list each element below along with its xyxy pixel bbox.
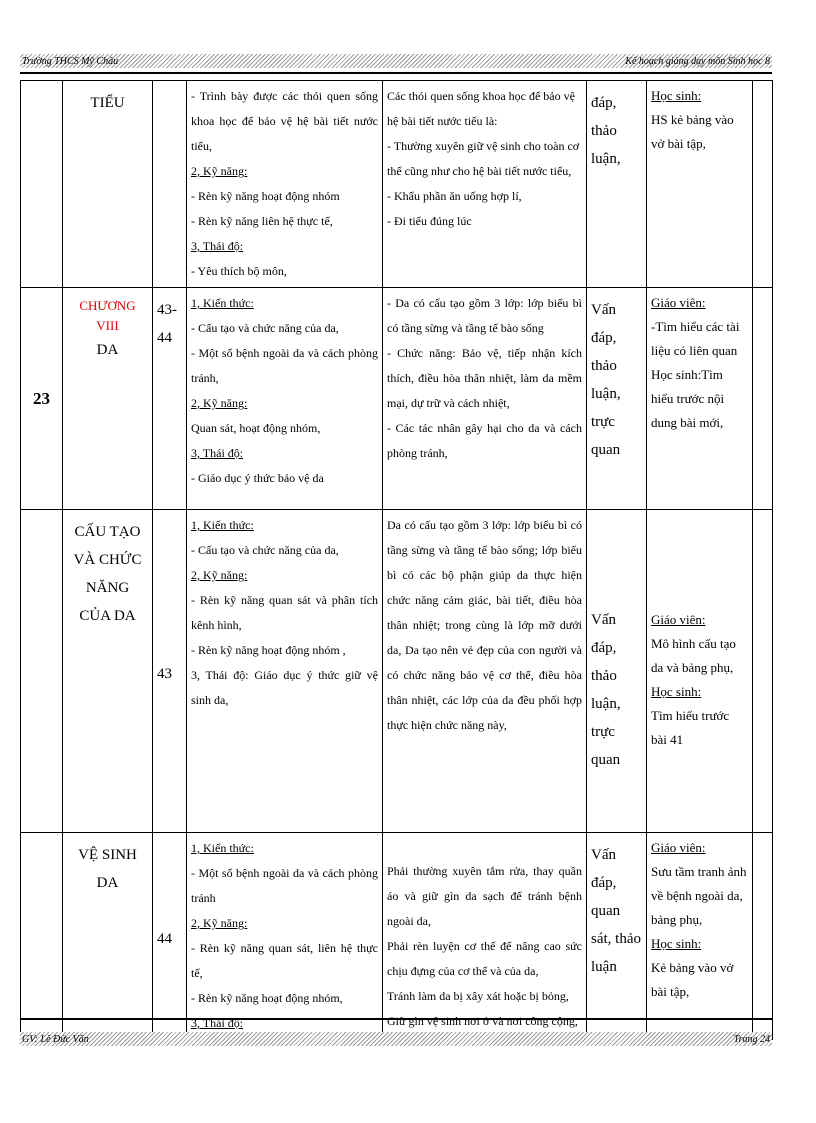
week-cell: 23 <box>21 288 63 510</box>
footer-bar <box>20 1032 772 1046</box>
content-cell: - Da có cấu tạo gồm 3 lớp: lớp biểu bì có tầng sừng và tầng tế bào sống - Chức năng: Bảo vệ, tiếp nhận kích thích, điều hòa thân nhiệt, làm da mềm mại, dự trữ và cách nhiệt, - Các tác nhân gây hại cho da và cách phòng tránh, <box>383 288 587 510</box>
topic-cell: CẤU TẠO VÀ CHỨC NĂNG CỦA DA <box>63 510 153 833</box>
header-bar <box>20 54 772 68</box>
period-cell: 43-44 <box>153 288 187 510</box>
content-cell: Các thói quen sống khoa học để bảo vệ hệ bài tiết nước tiểu là: - Thường xuyên giữ vệ sinh cho toàn cơ thể cũng như cho hệ bài tiết nước tiểu, - Khẩu phần ăn uống hợp lí, - Đi tiểu đúng lúc <box>383 81 587 288</box>
spare-cell <box>753 288 773 510</box>
week-cell <box>21 81 63 288</box>
lesson-plan-table <box>20 80 773 1040</box>
period-cell: 44 <box>153 833 187 1040</box>
topic-cell: CHƯƠNG VIII DA <box>63 288 153 510</box>
objectives-cell: - Trình bày được các thói quen sống khoa học để bảo vệ hệ bài tiết nước tiểu, 2, Kỹ năng: - Rèn kỹ năng hoạt động nhóm - Rèn kỹ năng liên hệ thực tế, 3, Thái độ: - Yêu thích bộ môn, <box>187 81 383 288</box>
preparation-cell: Giáo viên: -Tìm hiểu các tài liệu có liên quan Học sinh:Tìm hiểu trước nội dung bài mới, <box>647 288 753 510</box>
table-row <box>21 833 773 1040</box>
header-rule <box>20 72 772 74</box>
spare-cell <box>753 833 773 1040</box>
school-name: Trường THCS Mỹ Châu <box>22 55 119 67</box>
page-number: Trang 24 <box>733 1033 770 1045</box>
methods-cell: Vấn đáp, thảo luận, trực quan <box>587 288 647 510</box>
content-cell: Da có cấu tạo gồm 3 lớp: lớp biểu bì có tầng sừng và tầng tế bào sống; lớp biểu bì có các bộ phận giúp da thực hiện chức năng cảm giác, bài tiết, điều hòa thân nhiệt; trong cùng là lớp mỡ dưới da, Da tạo nên vẻ đẹp của con người và có chức năng bảo vệ cơ thể, điều hòa thân nhiệt, các lớp của da đều phối hợp thực hiện chức năng này, <box>383 510 587 833</box>
objectives-cell: 1, Kiến thức: - Cấu tạo và chức năng của da, 2, Kỹ năng: - Rèn kỹ năng quan sát và phân tích kênh hình, - Rèn kỹ năng hoạt động nhóm , 3, Thái độ: Giáo dục ý thức giữ vệ sinh da, <box>187 510 383 833</box>
table-row <box>21 81 773 288</box>
table-row <box>21 288 773 510</box>
period-cell: 43 <box>153 510 187 833</box>
objectives-cell: 1, Kiến thức: - Cấu tạo và chức năng của da, - Một số bệnh ngoài da và cách phòng tránh, 2, Kỹ năng: Quan sát, hoạt động nhóm, 3, Thái độ: - Giáo dục ý thức bảo vệ da <box>187 288 383 510</box>
topic-cell: VỆ SINH DA <box>63 833 153 1040</box>
methods-cell: đáp, thảo luận, <box>587 81 647 288</box>
spare-cell <box>753 510 773 833</box>
week-cell <box>21 510 63 833</box>
topic-cell: TIỂU <box>63 81 153 288</box>
content-cell: Phải thường xuyên tắm rửa, thay quần áo và giữ gìn da sạch để tránh bệnh ngoài da, Phải rèn luyện cơ thể để nâng cao sức chịu đựng của cơ thể và của da, Tránh làm da bị xây xát hoặc bị bỏng, Giữ gìn vệ sinh nơi ở và nơi công cộng, <box>383 833 587 1040</box>
methods-cell: Vấn đáp, thảo luận, trực quan <box>587 510 647 833</box>
methods-cell: Vấn đáp, quan sát, thảo luận <box>587 833 647 1040</box>
week-cell <box>21 833 63 1040</box>
table-row <box>21 510 773 833</box>
footer-rule <box>20 1018 772 1020</box>
plan-title: Kế hoạch giảng dạy môn Sinh học 8 <box>625 55 770 67</box>
period-cell <box>153 81 187 288</box>
preparation-cell: Giáo viên: Mô hình cấu tạo da và bảng phụ, Học sinh: Tìm hiểu trước bài 41 <box>647 510 753 833</box>
preparation-cell: Giáo viên: Sưu tầm tranh ảnh về bệnh ngoài da, bảng phụ, Học sinh: Kẻ bảng vào vở bài tập, <box>647 833 753 1040</box>
preparation-cell: Học sinh: HS kẻ bảng vào vở bài tập, <box>647 81 753 288</box>
teacher-name: GV: Lê Đức Văn <box>22 1033 89 1045</box>
spare-cell <box>753 81 773 288</box>
objectives-cell: 1, Kiến thức: - Một số bệnh ngoài da và cách phòng tránh 2, Kỹ năng: - Rèn kỹ năng quan sát, liên hệ thực tế, - Rèn kỹ năng hoạt động nhóm, 3, Thái độ: <box>187 833 383 1040</box>
